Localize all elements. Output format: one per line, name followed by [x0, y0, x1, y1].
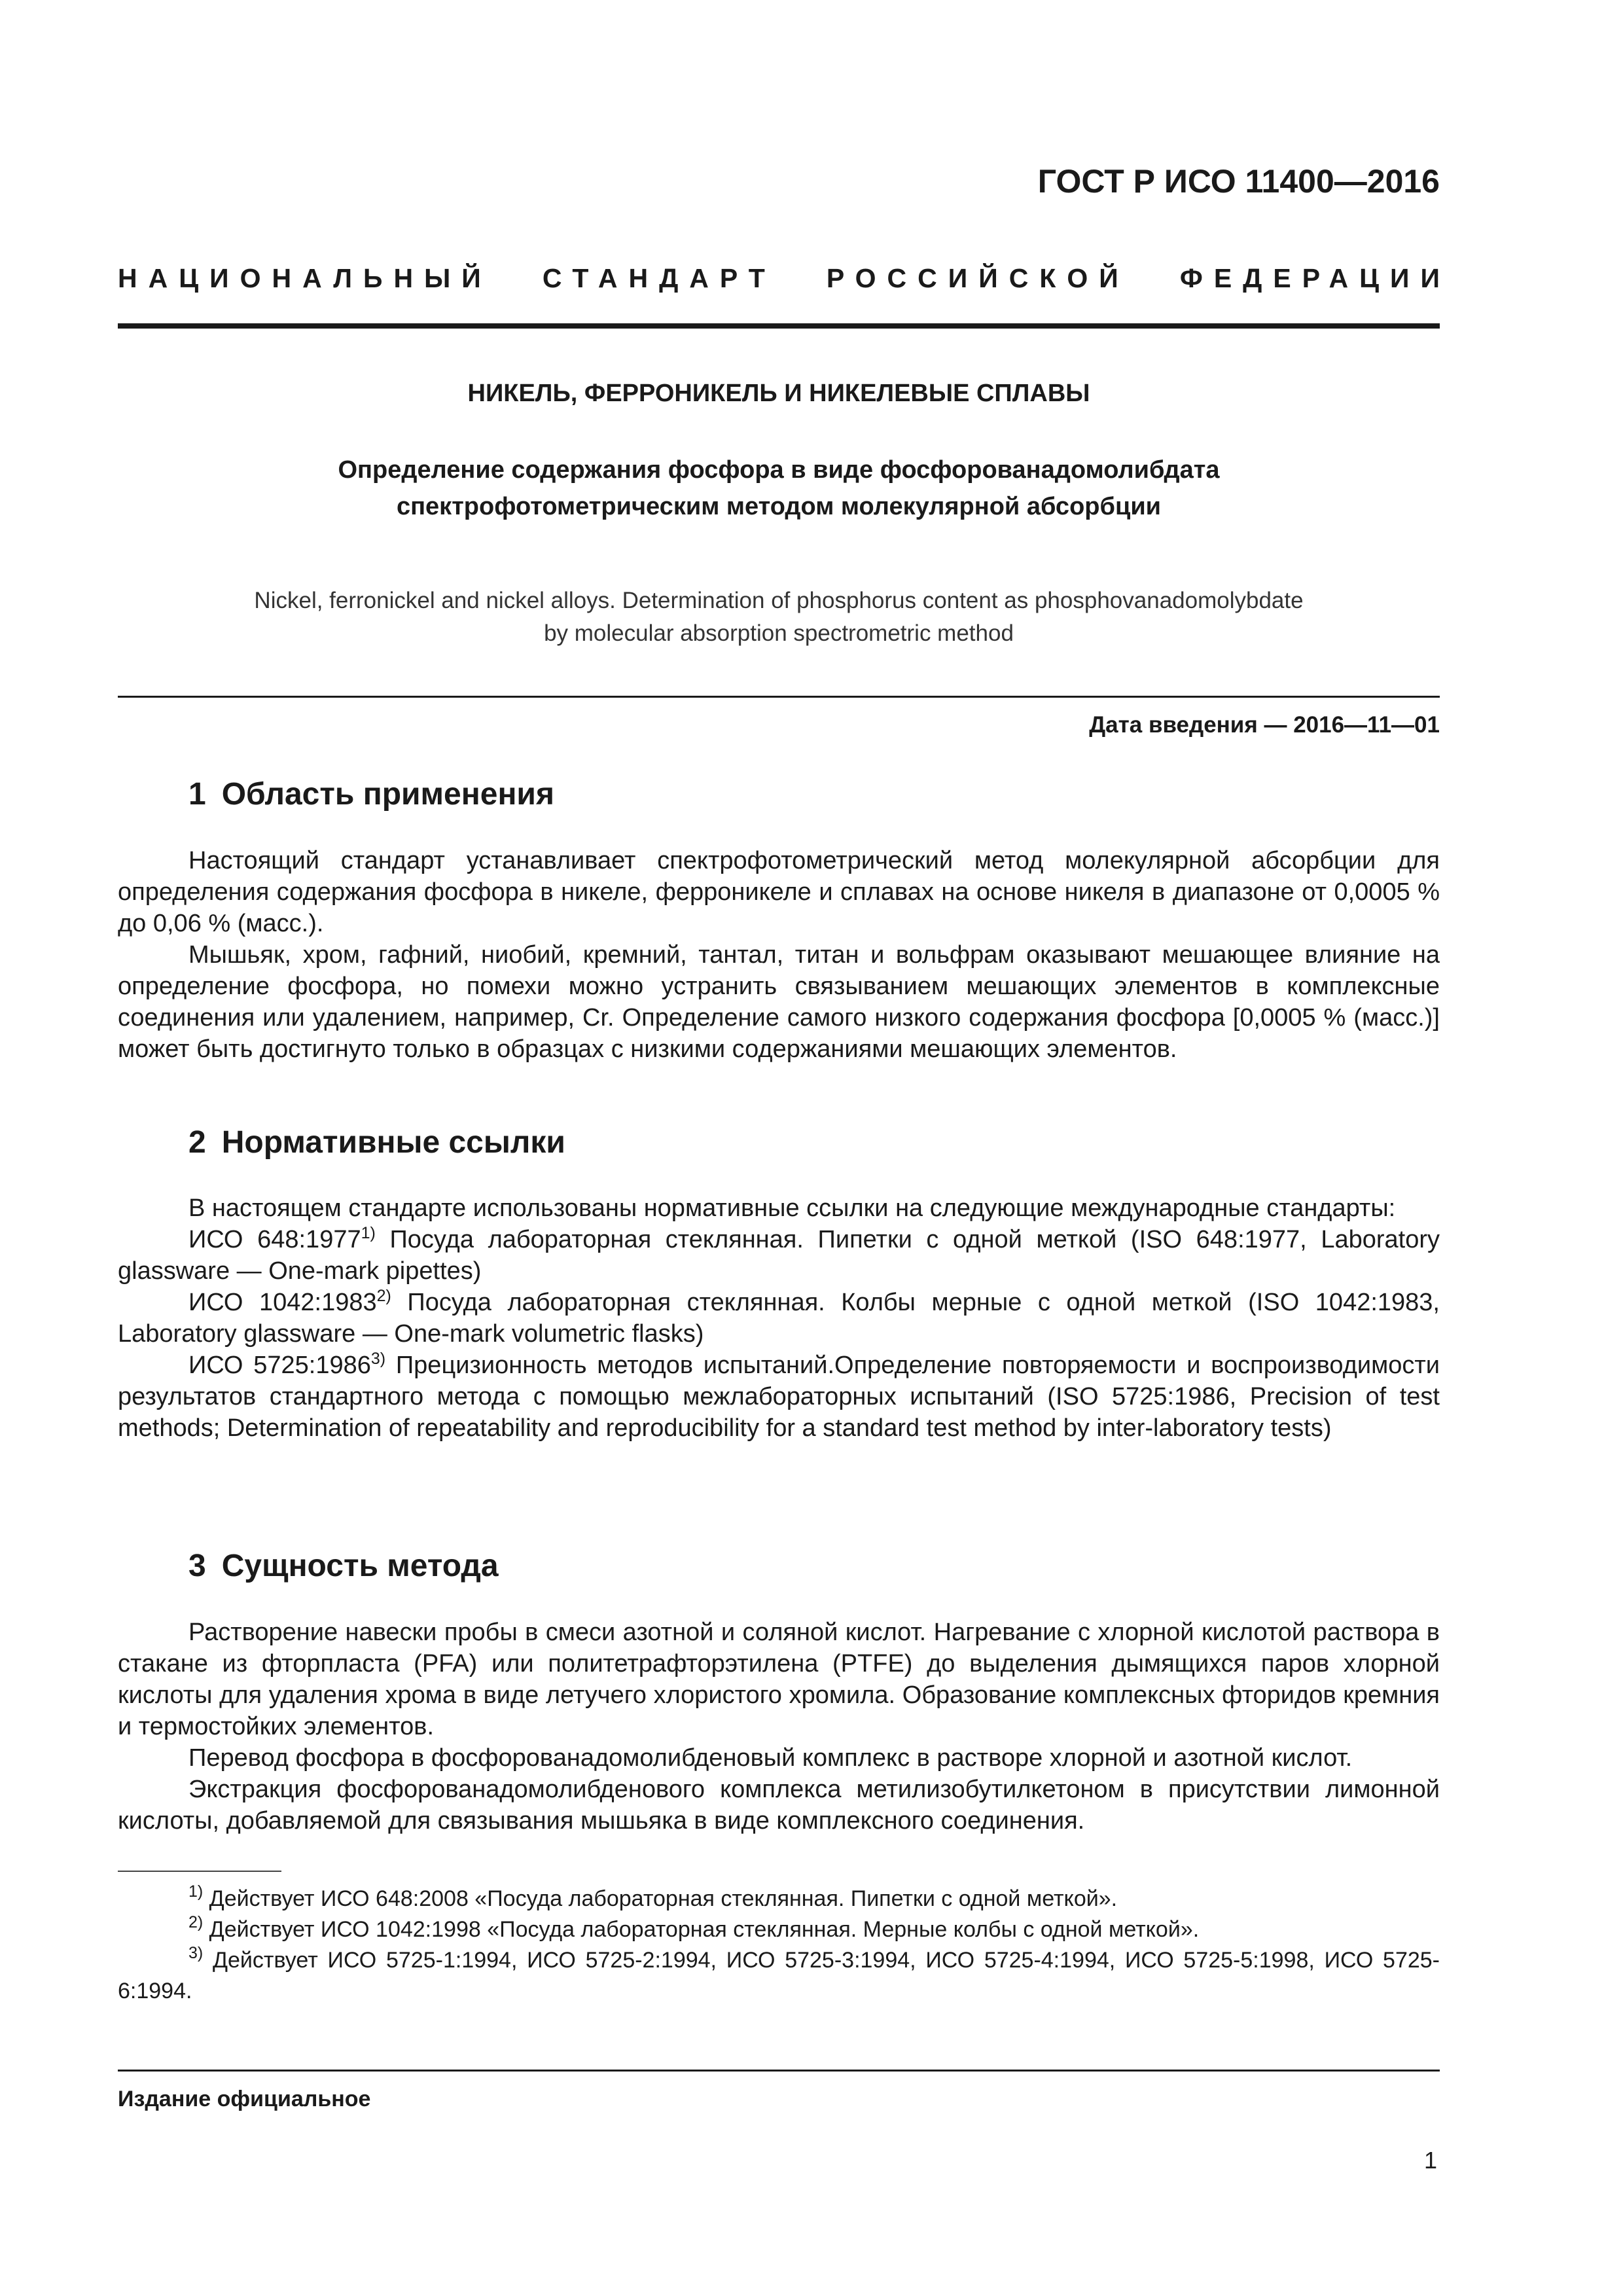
footnote-mark: 1)	[361, 1224, 376, 1242]
english-title	[118, 584, 1440, 650]
official-edition-label: Издание официальное	[118, 2087, 371, 2111]
document-number: ГОСТ Р ИСО 11400—2016	[1037, 163, 1440, 200]
footnote-mark: 2)	[188, 1913, 204, 1931]
heading-word: ФЕДЕРАЦИИ	[1179, 263, 1451, 293]
heading-word: РОССИЙСКОЙ	[826, 263, 1130, 293]
footnote-mark: 1)	[188, 1882, 204, 1901]
section-title: Нормативные ссылки	[221, 1125, 565, 1160]
footnote	[118, 1914, 1440, 1945]
section-heading-1	[188, 776, 554, 812]
reference-code: ИСО 648:1977	[188, 1226, 361, 1253]
section-heading-3	[188, 1548, 499, 1584]
paragraph: В настоящем стандарте использованы нормативные ссылки на следующие международные стандарты:	[188, 1194, 1396, 1222]
section-title: Сущность метода	[221, 1549, 499, 1583]
section-number: 1	[188, 777, 206, 812]
header-divider	[118, 323, 1440, 329]
section-heading-2	[188, 1124, 565, 1160]
footer-divider	[118, 2070, 1440, 2072]
document-title: НИКЕЛЬ, ФЕРРОНИКЕЛЬ И НИКЕЛЕВЫЕ СПЛАВЫ	[467, 380, 1090, 407]
reference-text: Посуда лабораторная стеклянная. Пипетки с одной меткой (ISO 648:1977, Laboratory glassware — One-mark pipettes)	[118, 1226, 1440, 1285]
footnote-mark: 3)	[188, 1944, 204, 1962]
footnote	[118, 1884, 1440, 1914]
english-title-line: by molecular absorption spectrometric method	[544, 620, 1014, 646]
heading-word: НАЦИОНАЛЬНЫЙ	[118, 263, 492, 293]
paragraph: Растворение навески пробы в смеси азотной и соляной кислот. Нагревание с хлорной кислотой раствора в стакане из фторпласта (PFA) или политетрафторэтилена (PTFE) до выделения дымящихся паров хлорной кислоты для удаления хрома в виде летучего хлористого хромила. Образование комплексных фторидов кремния и термостойких элементов.	[118, 1619, 1440, 1740]
reference-code: ИСО 5725:1986	[188, 1352, 371, 1379]
paragraph: Экстракция фосфорованадомолибденового комплекса метилизобутилкетоном в присутствии лимонной кислоты, добавляемой для связывания мышьяка в виде комплексного соединения.	[118, 1776, 1440, 1835]
section-1-body	[118, 845, 1440, 1065]
section-title: Область применения	[221, 777, 554, 812]
page-number: 1	[1423, 2147, 1437, 2174]
section-2-body	[118, 1193, 1440, 1444]
paragraph: Перевод фосфора в фосфорованадомолибденовый комплекс в растворе хлорной и азотной кислот.	[188, 1744, 1353, 1772]
footnote-mark: 2)	[376, 1287, 391, 1305]
reference-item	[118, 1287, 1440, 1350]
section-number: 2	[188, 1125, 206, 1160]
reference-item	[118, 1224, 1440, 1287]
document-page	[118, 0, 1451, 2296]
english-title-line: Nickel, ferronickel and nickel alloys. Determination of phosphorus content as phosphovanadomolybdate	[254, 588, 1304, 613]
subtitle-line: Определение содержания фосфора в виде фосфорованадомолибдата	[338, 456, 1220, 484]
reference-item	[118, 1350, 1440, 1444]
footnote-text: Действует ИСО 648:2008 «Посуда лабораторная стеклянная. Пипетки с одной меткой».	[203, 1886, 1118, 1911]
footnote-mark: 3)	[370, 1350, 386, 1368]
section-number: 3	[188, 1549, 206, 1583]
reference-text: Прецизионность методов испытаний.Определение повторяемости и воспроизводимости результатов стандартного метода с помощью межлабораторных испытаний (ISO 5725:1986, Precision of test methods; Determination of repeatability and reproducibility for a standard test method by inter-laboratory tests)	[118, 1352, 1440, 1442]
paragraph: Мышьяк, хром, гафний, ниобий, кремний, тантал, титан и вольфрам оказывают мешающее влияние на определение фосфора, но помехи можно устранить связыванием мешающих элементов в комплексные соединения или удалением, например, Cr. Определение самого низкого содержания фосфора [0,0005 % (масс.)] может быть достигнуто только в образцах с низкими содержаниями мешающих элементов.	[118, 941, 1440, 1063]
footnote	[118, 1945, 1440, 2007]
paragraph: Настоящий стандарт устанавливает спектрофотометрический метод молекулярной абсорбции для определения содержания фосфора в никеле, ферроникеле и сплавах на основе никеля в диапазоне от 0,0005 % до 0,06 % (масс.).	[118, 847, 1440, 937]
national-standard-heading	[118, 263, 1451, 294]
document-subtitle	[118, 452, 1440, 525]
heading-word: СТАНДАРТ	[542, 263, 776, 293]
reference-code: ИСО 1042:1983	[188, 1289, 377, 1316]
footnote-text: Действует ИСО 1042:1998 «Посуда лабораторная стеклянная. Мерные колбы с одной меткой».	[203, 1917, 1200, 1942]
subtitle-line: спектрофотометрическим методом молекулярной абсорбции	[396, 493, 1162, 520]
introduction-date: Дата введения — 2016—11—01	[1089, 712, 1440, 738]
footnotes	[118, 1884, 1440, 2007]
reference-text: Посуда лабораторная стеклянная. Колбы мерные с одной меткой (ISO 1042:1983, Laboratory glassware — One-mark volumetric flasks)	[118, 1289, 1440, 1348]
footnote-text: Действует ИСО 5725-1:1994, ИСО 5725-2:1994, ИСО 5725-3:1994, ИСО 5725-4:1994, ИСО 5725-5:1998, ИСО 5725-6:1994.	[118, 1948, 1440, 2003]
title-divider	[118, 696, 1440, 698]
footnote-divider	[118, 1871, 281, 1872]
section-3-body	[118, 1617, 1440, 1837]
